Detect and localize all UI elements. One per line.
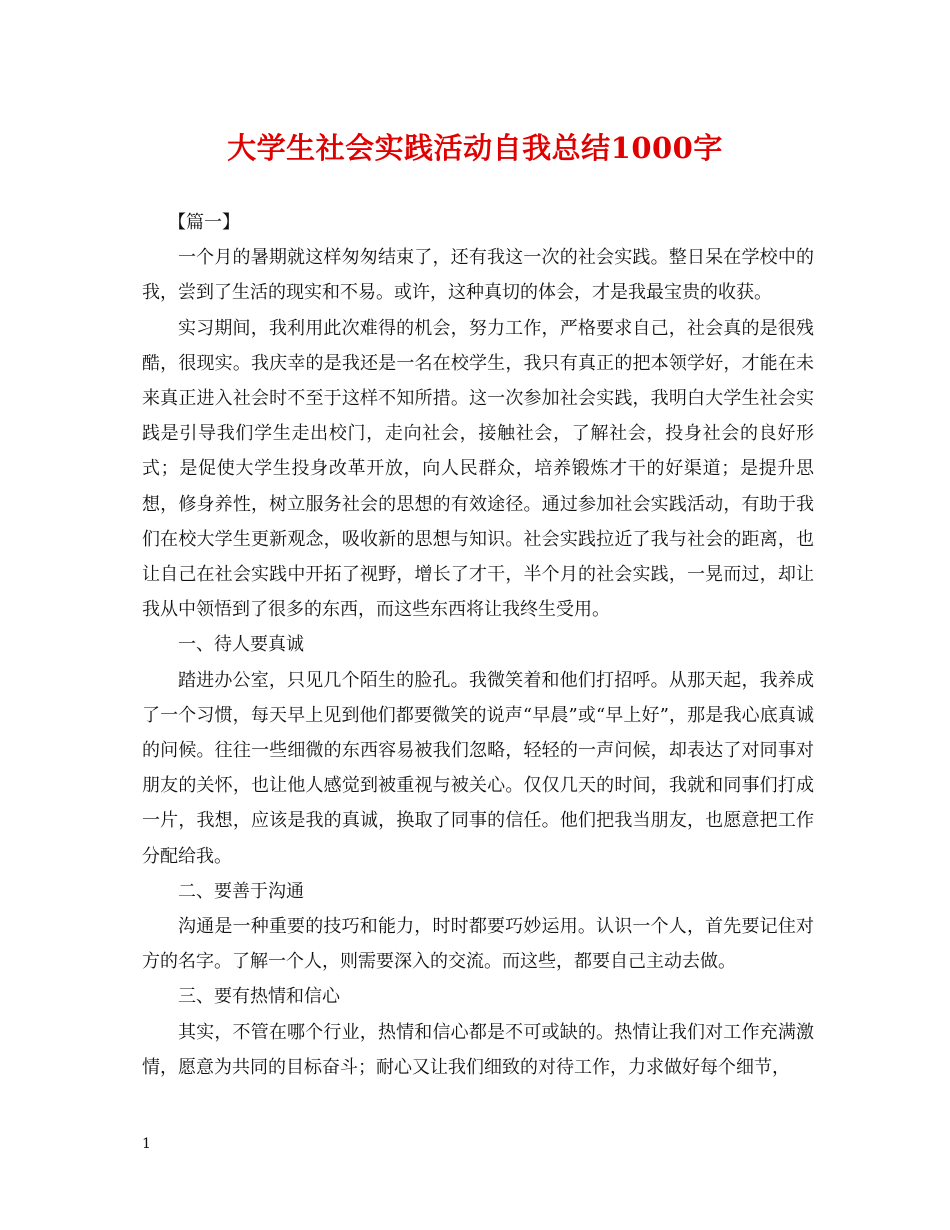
subheading: 三、要有热情和信心 <box>178 986 340 1008</box>
paragraph: 踏进办公室，只见几个陌生的脸孔。我微笑着和他们打招呼。从那天起，我养成了一个习惯，每天早上见到他们都要微笑的说声“早晨”或“早上好”，那是我心底真诚的问候。往往一些细微的东西容易被我们忽略，轻轻的一声问候，却表达了对同事对朋友的关怀，也让他人感觉到被重视与被关心。仅仅几天的时间，我就和同事们打成一片，我想，应该是我的真诚，换取了同事的信任。他们把我当朋友，也愿意把工作分配给我。 <box>142 669 814 867</box>
paragraph: 一个月的暑期就这样匆匆结束了，还有我这一次的社会实践。整日呆在学校中的我，尝到了生活的现实和不易。或许，这种真切的体会，才是我最宝贵的收获。 <box>142 247 814 304</box>
document-body <box>142 205 814 1085</box>
section-heading: 【篇一】 <box>168 212 240 233</box>
paragraph: 沟通是一种重要的技巧和能力，时时都要巧妙运用。认识一个人，首先要记住对方的名字。了解一个人，则需要深入的交流。而这些，都要自己主动去做。 <box>142 916 814 973</box>
paragraph: 实习期间，我利用此次难得的机会，努力工作，严格要求自己，社会真的是很残酷，很现实。我庆幸的是我还是一名在校学生，我只有真正的把本领学好，才能在未来真正进入社会时不至于这样不知所措。这一次参加社会实践，我明白大学生社会实践是引导我们学生走出校门，走向社会，接触社会，了解社会，投身社会的良好形式；是促使大学生投身改革开放，向人民群众，培养锻炼才干的好渠道；是提升思想，修身养性，树立服务社会的思想的有效途径。通过参加社会实践活动，有助于我们在校大学生更新观念，吸收新的思想与知识。社会实践拉近了我与社会的距离，也让自己在社会实践中开拓了视野，增长了才干，半个月的社会实践，一晃而过，却让我从中领悟到了很多的东西，而这些东西将让我终生受用。 <box>142 317 814 621</box>
page-number: 1 <box>142 1136 151 1152</box>
paragraph: 其实，不管在哪个行业，热情和信心都是不可或缺的。热情让我们对工作充满激情，愿意为共同的目标奋斗；耐心又让我们细致的对待工作，力求做好每个细节， <box>142 1021 814 1078</box>
subheading: 二、要善于沟通 <box>178 880 304 902</box>
subheading: 一、待人要真诚 <box>178 634 304 656</box>
document-title: 大学生社会实践活动自我总结1000字 <box>227 131 723 165</box>
